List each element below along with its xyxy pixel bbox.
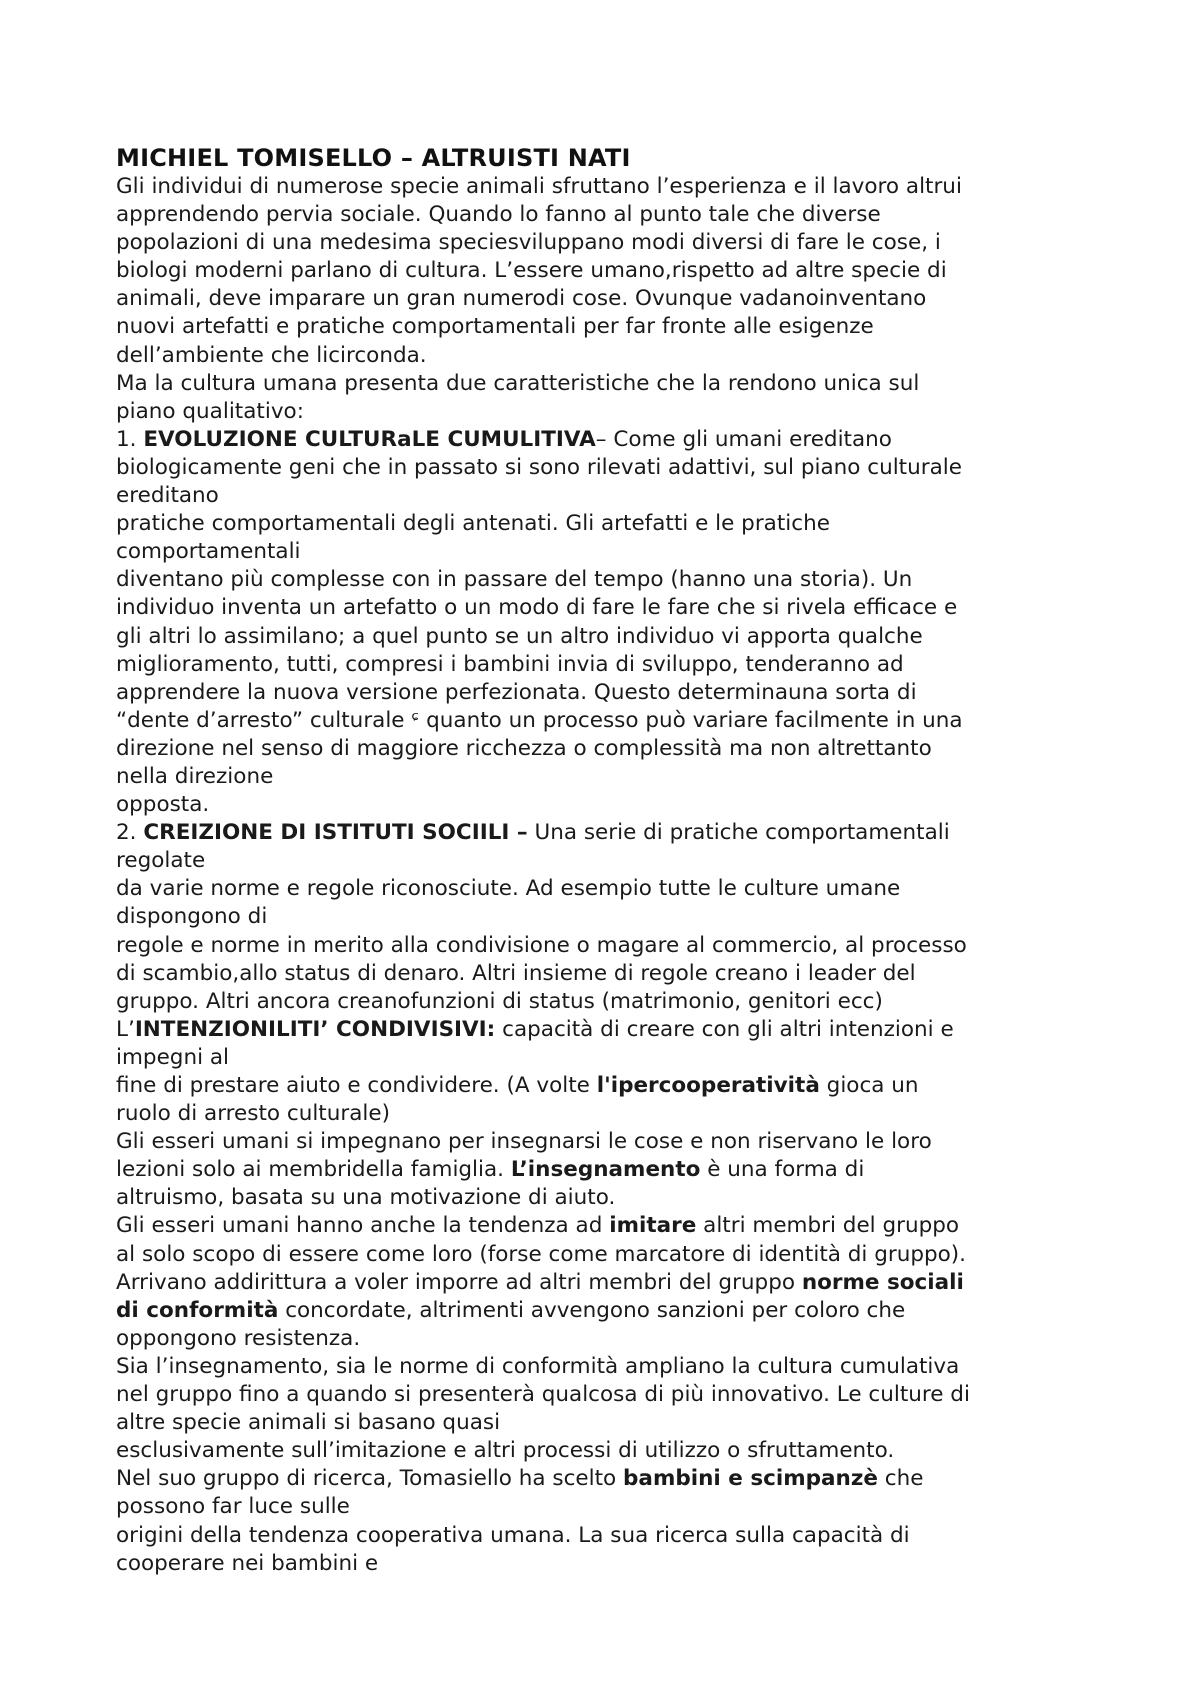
text-line — [116, 707, 1096, 735]
text-segment: “dente d’arresto” culturale ᶝ quanto un processo può variare facilmente in una — [116, 707, 963, 733]
text-line — [116, 1325, 1096, 1353]
text-line — [116, 763, 1096, 791]
bold-text: di conformità — [116, 1297, 279, 1323]
text-line — [116, 1522, 1096, 1550]
text-segment: regolate — [116, 848, 206, 874]
text-line — [116, 370, 1096, 398]
text-segment: apprendere la nuova versione perfezionata. Questo determinauna sorta di — [116, 679, 917, 705]
bold-text: bambini e scimpanzè — [623, 1466, 878, 1492]
text-line — [116, 342, 1096, 370]
text-segment: piano qualitativo: — [116, 398, 304, 424]
text-segment: capacità di creare con gli altri intenzioni e — [495, 1016, 954, 1042]
text-segment: biologicamente geni che in passato si sono rilevati adattivi, sul piano culturale — [116, 454, 962, 480]
text-line — [116, 482, 1096, 510]
text-line — [116, 1297, 1096, 1325]
text-segment: dispongono di — [116, 904, 268, 930]
text-segment: lezioni solo ai membridella famiglia. — [116, 1157, 511, 1183]
text-segment: è una forma di — [700, 1157, 865, 1183]
text-line — [116, 1100, 1096, 1128]
text-segment: esclusivamente sull’imitazione e altri processi di utilizzo o sfruttamento. — [116, 1438, 895, 1464]
text-line — [116, 819, 1096, 847]
text-line — [116, 988, 1096, 1016]
text-line — [116, 1016, 1096, 1044]
text-segment: dell’ambiente che licirconda. — [116, 342, 427, 368]
text-line — [116, 1437, 1096, 1465]
text-line — [116, 1550, 1096, 1578]
text-segment: di scambio,allo status di denaro. Altri insieme di regole creano i leader del — [116, 960, 916, 986]
text-segment: individuo inventa un artefatto o un modo di fare le fare che si rivela efficace e — [116, 595, 958, 621]
text-segment: oppongono resistenza. — [116, 1325, 361, 1351]
text-line — [116, 679, 1096, 707]
text-segment: direzione nel senso di maggiore ricchezza o complessità ma non altrettanto — [116, 735, 932, 761]
text-line — [116, 285, 1096, 313]
text-segment: diventano più complesse con in passare del tempo (hanno una storia). Un — [116, 567, 913, 593]
text-line — [116, 1072, 1096, 1100]
text-segment: cooperare nei bambini e — [116, 1550, 379, 1576]
text-segment: miglioramento, tutti, compresi i bambini invia di sviluppo, tenderanno ad — [116, 651, 904, 677]
text-segment: biologi moderni parlano di cultura. L’essere umano,rispetto ad altre specie di — [116, 258, 947, 284]
text-line — [116, 510, 1096, 538]
text-segment: Gli esseri umani hanno anche la tendenza ad — [116, 1213, 610, 1239]
bold-text: norme sociali — [801, 1269, 964, 1295]
text-line — [116, 398, 1096, 426]
text-line — [116, 1409, 1096, 1437]
text-segment: Nel suo gruppo di ricerca, Tomasiello ha scelto — [116, 1466, 624, 1492]
text-line — [116, 454, 1096, 482]
text-segment: possono far luce sulle — [116, 1494, 350, 1520]
text-segment: che — [877, 1466, 924, 1492]
text-line — [116, 173, 1096, 201]
document-body — [116, 173, 1096, 1578]
text-line — [116, 426, 1096, 454]
text-line — [116, 1269, 1096, 1297]
text-line — [116, 932, 1096, 960]
text-segment: al solo scopo di essere come loro (forse come marcatore di identità di gruppo). — [116, 1241, 967, 1267]
text-line — [116, 1184, 1096, 1212]
text-line — [116, 651, 1096, 679]
text-line — [116, 847, 1096, 875]
text-segment: concordate, altrimenti avvengono sanzioni per coloro che — [278, 1297, 906, 1323]
text-segment: apprendendo pervia sociale. Quando lo fanno al punto tale che diverse — [116, 202, 881, 228]
text-line — [116, 623, 1096, 651]
text-segment: Una serie di pratiche comportamentali — [527, 820, 950, 846]
text-segment: comportamentali — [116, 539, 301, 565]
text-line — [116, 735, 1096, 763]
document-page — [116, 143, 1096, 1578]
text-line — [116, 1465, 1096, 1493]
text-line — [116, 875, 1096, 903]
text-segment: – Come gli umani ereditano — [595, 426, 892, 452]
text-line — [116, 1156, 1096, 1184]
text-segment: ruolo di arresto culturale) — [116, 1101, 390, 1127]
text-line — [116, 538, 1096, 566]
text-line — [116, 201, 1096, 229]
text-line — [116, 903, 1096, 931]
text-segment: 2. — [116, 820, 144, 846]
text-segment: altre specie animali si basano quasi — [116, 1410, 501, 1436]
bold-text: EVOLUZIONE CULTURaLE CUMULITIVA — [143, 426, 596, 452]
text-line — [116, 1353, 1096, 1381]
text-segment: nel gruppo fino a quando si presenterà qualcosa di più innovativo. Le culture di — [116, 1382, 970, 1408]
bold-text: L’insegnamento — [510, 1157, 701, 1183]
document-title: MICHIEL TOMISELLO – ALTRUISTI NATI — [116, 144, 631, 172]
text-segment: nuovi artefatti e pratiche comportamentali per far fronte alle esigenze — [116, 314, 874, 340]
text-segment: da varie norme e regole riconosciute. Ad esempio tutte le culture umane — [116, 876, 901, 902]
text-segment: 1. — [116, 426, 144, 452]
text-segment: animali, deve imparare un gran numerodi cose. Ovunque vadanoinventano — [116, 286, 927, 312]
bold-text: INTENZIONILITI’ CONDIVISIVI: — [134, 1016, 496, 1042]
text-segment: pratiche comportamentali degli antenati. Gli artefatti e le pratiche — [116, 511, 830, 537]
text-segment: opposta. — [116, 792, 210, 818]
text-segment: gioca un — [819, 1073, 919, 1098]
text-line — [116, 960, 1096, 988]
text-line — [116, 313, 1096, 341]
text-segment: regole e norme in merito alla condivisione o magare al commercio, al processo — [116, 932, 967, 958]
text-segment: nella direzione — [116, 763, 274, 789]
text-segment: Arrivano addirittura a voler imporre ad altri membri del gruppo — [116, 1269, 802, 1295]
text-segment: popolazioni di una medesima speciesviluppano modi diversi di fare le cose, i — [116, 230, 941, 256]
text-segment: Gli esseri umani si impegnano per insegnarsi le cose e non riservano le loro — [116, 1129, 932, 1155]
bold-text: imitare — [609, 1213, 697, 1239]
text-line — [116, 1212, 1096, 1240]
text-line — [116, 1128, 1096, 1156]
text-line — [116, 1241, 1096, 1269]
text-segment: origini della tendenza cooperativa umana. La sua ricerca sulla capacità di — [116, 1522, 910, 1548]
text-segment: altruismo, basata su una motivazione di aiuto. — [116, 1185, 616, 1211]
text-line — [116, 1493, 1096, 1521]
text-segment: altri membri del gruppo — [696, 1213, 960, 1239]
text-line — [116, 1044, 1096, 1072]
text-line — [116, 791, 1096, 819]
text-segment: impegni al — [116, 1044, 230, 1070]
text-segment: Gli individui di numerose specie animali sfruttano l’esperienza e il lavoro altrui — [116, 174, 962, 199]
text-segment: Sia l’insegnamento, sia le norme di conformità ampliano la cultura cumulativa — [116, 1353, 960, 1379]
text-line — [116, 229, 1096, 257]
text-segment: L’ — [116, 1016, 135, 1042]
bold-text: CREIZIONE DI ISTITUTI SOCIILI – — [143, 820, 528, 846]
text-segment: ereditano — [116, 483, 219, 509]
text-segment: fine di prestare aiuto e condividere. (A volte — [116, 1073, 597, 1098]
text-line — [116, 594, 1096, 622]
text-line — [116, 257, 1096, 285]
text-segment: gruppo. Altri ancora creanofunzioni di status (matrimonio, genitori ecc) — [116, 988, 883, 1014]
bold-text: l'ipercooperatività — [596, 1073, 820, 1098]
text-segment: gli altri lo assimilano; a quel punto se un altro individuo vi apporta qualche — [116, 623, 923, 649]
text-line — [116, 566, 1096, 594]
text-segment: Ma la cultura umana presenta due caratteristiche che la rendono unica sul — [116, 370, 920, 396]
text-line — [116, 1381, 1096, 1409]
